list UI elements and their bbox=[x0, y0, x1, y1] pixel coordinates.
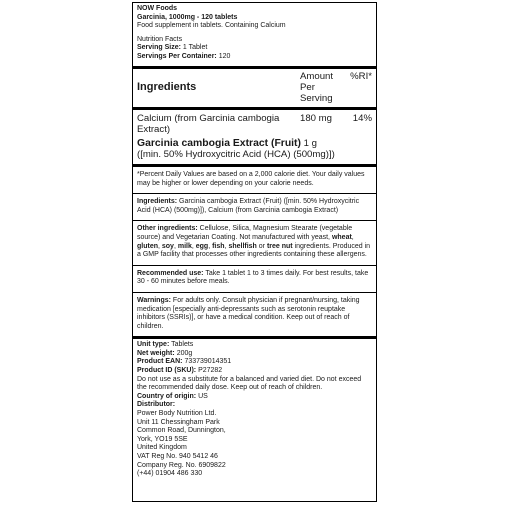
serving-size-label: Serving Size: bbox=[137, 44, 181, 52]
allergen: tree nut bbox=[266, 242, 293, 250]
table-row bbox=[137, 110, 372, 136]
distributor-line: VAT Reg No. 940 5412 46 bbox=[137, 453, 218, 460]
distributor-line: United Kingdom bbox=[137, 444, 187, 452]
country-of-origin bbox=[137, 393, 372, 402]
separator: , bbox=[224, 242, 229, 250]
table-header bbox=[137, 69, 372, 107]
extract-name: Garcinia cambogia Extract (Fruit) bbox=[137, 137, 301, 149]
nutrition-facts-title: Nutrition Facts bbox=[137, 35, 183, 43]
serving-size-value: 1 Tablet bbox=[182, 44, 208, 52]
product-sku-value: P27282 bbox=[198, 367, 223, 375]
other-ingredients-text: Cellulose, Silica, Magnesium Stearate (vegetable source) and Vegetarian Coating. Not manufactured with yeast, bbox=[137, 225, 353, 241]
product-name: Garcinia, 1000mg - 120 tablets bbox=[137, 13, 238, 21]
col-ingredients: Ingredients bbox=[137, 80, 197, 93]
allergen: wheat bbox=[331, 233, 352, 241]
servings-per-container bbox=[137, 53, 372, 62]
col-amount: Amount Per Serving bbox=[300, 70, 334, 104]
allergen: gluten bbox=[137, 242, 158, 250]
separator: , bbox=[158, 242, 162, 250]
substitute-notice: Do not use as a substitute for a balanced and varied diet. Do not exceed the recommended daily dose. Keep out of reach of children. bbox=[137, 375, 362, 392]
country-value: US bbox=[198, 392, 208, 400]
recommended-use-label: Recommended use: bbox=[137, 269, 204, 277]
product-details bbox=[137, 339, 372, 479]
footnote: *Percent Daily Values are based on a 2,000 calorie diet. Your daily values may be higher or lower depending on your calorie needs. bbox=[137, 170, 365, 187]
distributor-line: Company Reg. No. 6909822 bbox=[137, 461, 226, 469]
product-sku-label: Product ID (SKU): bbox=[137, 367, 197, 375]
warnings-label: Warnings: bbox=[137, 296, 171, 304]
servings-value: 120 bbox=[218, 52, 231, 60]
separator: , bbox=[351, 233, 354, 241]
separator: , bbox=[208, 242, 213, 250]
distributor-line: Power Body Nutrition Ltd. bbox=[137, 410, 217, 418]
row-name: Calcium (from Garcinia cambogia Extract) bbox=[137, 112, 280, 135]
supplement-label bbox=[132, 2, 377, 502]
allergen: soy bbox=[161, 242, 174, 250]
separator: , bbox=[191, 242, 196, 250]
extract-row bbox=[137, 136, 372, 164]
unit-type bbox=[137, 341, 372, 350]
recommended-use-text: Take 1 tablet 1 to 3 times daily. For best results, take 30 - 60 minutes before meals. bbox=[137, 269, 369, 286]
allergen: fish bbox=[212, 242, 225, 250]
distributor-line: Unit 11 Chessingham Park bbox=[137, 418, 220, 426]
allergen: milk bbox=[177, 242, 192, 250]
ingredients-section bbox=[137, 194, 372, 220]
other-ingredients-section bbox=[137, 221, 372, 264]
net-weight bbox=[137, 350, 372, 359]
unit-type-value: Tablets bbox=[171, 341, 194, 349]
other-ingredients-label: Other ingredients: bbox=[137, 225, 198, 233]
product-sku bbox=[137, 367, 372, 376]
warnings-section bbox=[137, 293, 372, 336]
other-ingredients-text-end: ingredients. Produced in a GMP facility that processes other ingredients containing these allergens. bbox=[137, 242, 371, 259]
separator: or bbox=[256, 242, 267, 250]
brand-name: NOW Foods bbox=[137, 5, 178, 12]
distributor-line: York, YO19 5SE bbox=[137, 435, 188, 443]
warnings-text: For adults only. Consult physician if pregnant/nursing, taking medication [especially anti-depressants such as serotonin reuptake inhibitors (SSRIs)], or have a medical condition. Keep out of reach of children. bbox=[137, 296, 360, 330]
product-header bbox=[137, 5, 372, 31]
servings-label: Servings Per Container: bbox=[137, 52, 217, 60]
allergen: shellfish bbox=[228, 242, 257, 250]
allergen: egg bbox=[195, 242, 209, 250]
product-ean-value: 733739014351 bbox=[184, 358, 232, 366]
serving-size bbox=[137, 44, 372, 53]
unit-type-label: Unit type: bbox=[137, 341, 170, 349]
ingredients-text: Garcinia cambogia Extract (Fruit) ([min. 50% Hydroxycitric Acid (HCA) (500mg)]), Calcium (from Garcinia cambogia Extract) bbox=[137, 198, 360, 214]
recommended-use-section bbox=[137, 266, 372, 292]
product-description: Food supplement in tablets. Containing Calcium bbox=[137, 22, 286, 30]
distributor-line: Common Road, Dunnington, bbox=[137, 427, 226, 435]
row-amount: 180 mg bbox=[300, 112, 332, 124]
col-ri: %RI* bbox=[350, 70, 372, 82]
distributor-label: Distributor: bbox=[137, 401, 176, 409]
net-weight-label: Net weight: bbox=[137, 349, 175, 357]
extract-amount: 1 g bbox=[303, 137, 317, 149]
product-ean-label: Product EAN: bbox=[137, 358, 183, 366]
country-label: Country of origin: bbox=[137, 392, 197, 400]
product-ean bbox=[137, 358, 372, 367]
row-ri: 14% bbox=[352, 112, 372, 124]
extract-detail: ([min. 50% Hydroxycitric Acid (HCA) (500mg)]) bbox=[137, 149, 335, 161]
net-weight-value: 200g bbox=[176, 349, 193, 357]
nutrition-facts bbox=[137, 36, 372, 62]
ingredients-label: Ingredients: bbox=[137, 198, 178, 206]
distributor-line: (+44) 01904 486 330 bbox=[137, 470, 203, 478]
separator: , bbox=[173, 242, 178, 250]
